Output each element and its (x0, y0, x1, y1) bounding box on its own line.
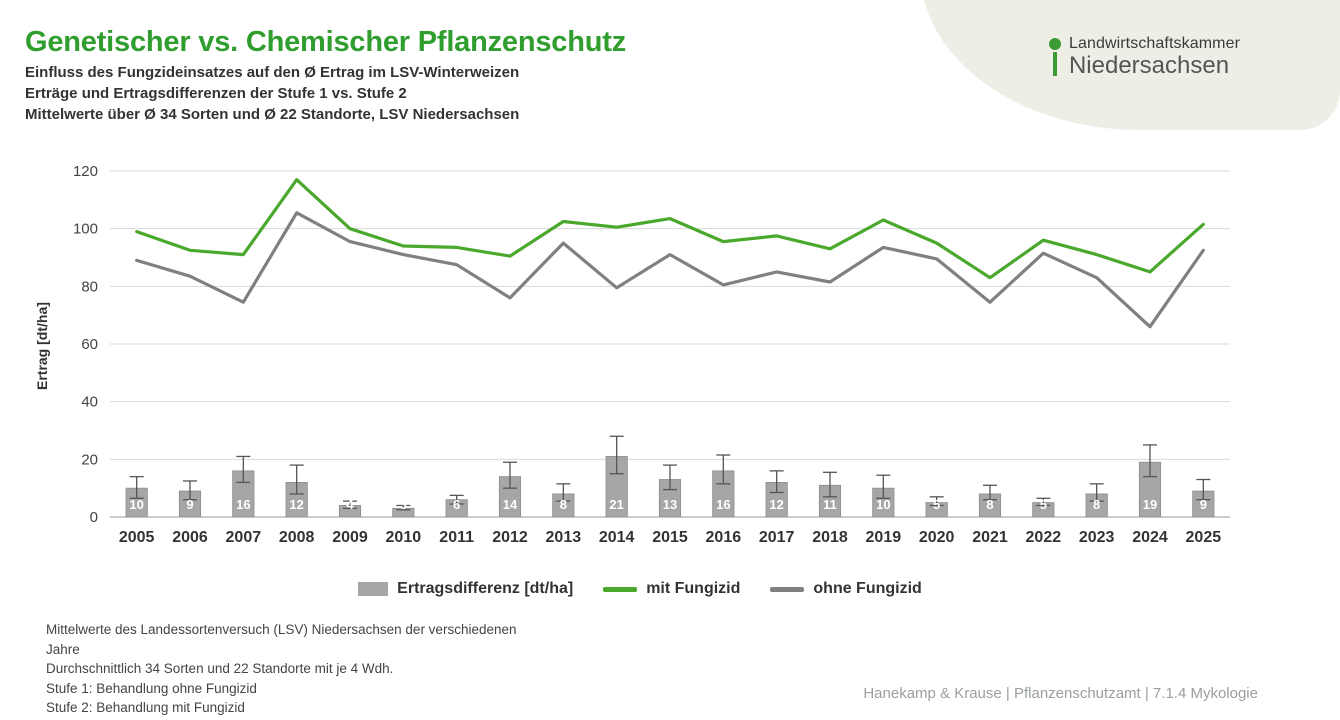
bar-value-label: 3 (399, 497, 407, 512)
bar-value-label: 14 (502, 497, 518, 512)
legend-line-green-swatch (603, 587, 637, 592)
x-tick-label: 2013 (545, 529, 582, 546)
footnote-line-1: Mittelwerte des Landessortenversuch (LSV) Niedersachsen der verschiedenen (46, 622, 517, 637)
bar-value-label: 10 (129, 497, 144, 512)
bar-value-label: 16 (236, 497, 251, 512)
x-tick-label: 2021 (972, 529, 1008, 546)
page-title: Genetischer vs. Chemischer Pflanzenschutz (25, 26, 627, 58)
x-tick-label: 2005 (118, 529, 155, 546)
chart (0, 145, 1280, 575)
y-axis-title: Ertrag [dt/ha] (34, 302, 50, 390)
x-tick-label: 2011 (439, 529, 475, 546)
y-tick-label: 40 (81, 393, 98, 411)
logo-mark-icon (1047, 36, 1063, 78)
legend-item-ohne-fungizid (770, 580, 921, 598)
legend-item-ertragsdifferenz (358, 580, 573, 598)
bar-value-label: 10 (876, 497, 891, 512)
title-block (25, 26, 626, 125)
credit-line: Hanekamp & Krause | Pflanzenschutzamt | 7.1.4 Mykologie (863, 685, 1258, 702)
bar-value-label: 6 (453, 497, 461, 512)
x-tick-label: 2015 (652, 529, 688, 546)
subtitle-2: Erträge und Ertragsdifferenzen der Stufe 1 vs. Stufe 2 (25, 84, 407, 102)
bar-value-label: 5 (933, 497, 941, 512)
bar-value-label: 16 (716, 497, 731, 512)
legend-line-gray-swatch (770, 587, 804, 592)
chart-svg (72, 163, 1240, 550)
chart-legend (0, 580, 1280, 598)
legend-label-ohne-fungizid: ohne Fungizid (813, 580, 922, 597)
logo-line-2: Niedersachsen (1068, 52, 1230, 79)
bar-value-label: 8 (986, 497, 994, 512)
line-series (137, 213, 1204, 327)
x-tick-label: 2009 (332, 529, 368, 546)
x-tick-label: 2010 (385, 529, 422, 546)
footnote-line-4: Stufe 1: Behandlung ohne Fungizid (46, 680, 257, 696)
x-tick-label: 2019 (865, 529, 902, 546)
plot-area (72, 163, 1240, 550)
bar-value-label: 11 (823, 497, 837, 512)
bar-value-label: 19 (1142, 497, 1158, 512)
bar-value-label: 5 (1039, 497, 1047, 512)
subtitle-3: Mittelwerte über Ø 34 Sorten und Ø 22 Standorte, LSV Niedersachsen (25, 105, 520, 123)
x-tick-label: 2018 (812, 529, 848, 546)
x-tick-label: 2017 (758, 529, 795, 546)
legend-bar-swatch (358, 582, 388, 596)
x-tick-label: 2007 (225, 529, 262, 546)
legend-label-ertragsdifferenz: Ertragsdifferenz [dt/ha] (397, 580, 574, 597)
logo-text (1069, 36, 1240, 78)
bar-value-label: 12 (769, 497, 784, 512)
y-tick-label: 60 (81, 336, 98, 353)
bar-value-label: 9 (186, 497, 194, 512)
legend-item-mit-fungizid (603, 580, 740, 598)
x-tick-label: 2014 (598, 529, 635, 546)
bar-value-label: 8 (1093, 497, 1101, 512)
x-tick-label: 2020 (918, 529, 955, 546)
x-tick-label: 2006 (172, 529, 208, 546)
x-tick-label: 2022 (1025, 529, 1062, 546)
bar-value-label: 4 (346, 497, 354, 512)
x-tick-label: 2025 (1185, 529, 1222, 546)
footnotes (46, 620, 517, 718)
logo-line-1: Landwirtschaftskammer (1068, 35, 1240, 52)
y-tick-label: 120 (72, 163, 98, 180)
footnote-line-5: Stufe 2: Behandlung mit Fungizid (46, 700, 245, 716)
x-tick-label: 2016 (705, 529, 742, 546)
y-tick-label: 80 (81, 278, 98, 296)
bar-value-label: 13 (662, 497, 678, 512)
footnote-line-3: Durchschnittlich 34 Sorten und 22 Standorte mit je 4 Wdh. (46, 661, 394, 677)
bar-value-label: 8 (559, 497, 567, 512)
x-tick-label: 2008 (278, 529, 315, 546)
y-tick-label: 20 (81, 451, 98, 469)
bar-value-label: 12 (289, 497, 304, 512)
legend-label-mit-fungizid: mit Fungizid (646, 580, 741, 597)
bar-value-label: 21 (609, 497, 624, 512)
y-tick-label: 100 (72, 220, 98, 238)
x-tick-label: 2012 (492, 529, 528, 546)
y-tick-label: 0 (89, 509, 98, 526)
logo (1047, 36, 1240, 78)
subtitle-1: Einfluss des Fungzideinsatzes auf den Ø Ertrag im LSV-Winterweizen (25, 64, 520, 81)
bar-value-label: 9 (1199, 497, 1207, 512)
x-tick-label: 2024 (1132, 529, 1168, 546)
footnote-line-2: Jahre (46, 641, 80, 657)
x-tick-label: 2023 (1078, 529, 1115, 546)
